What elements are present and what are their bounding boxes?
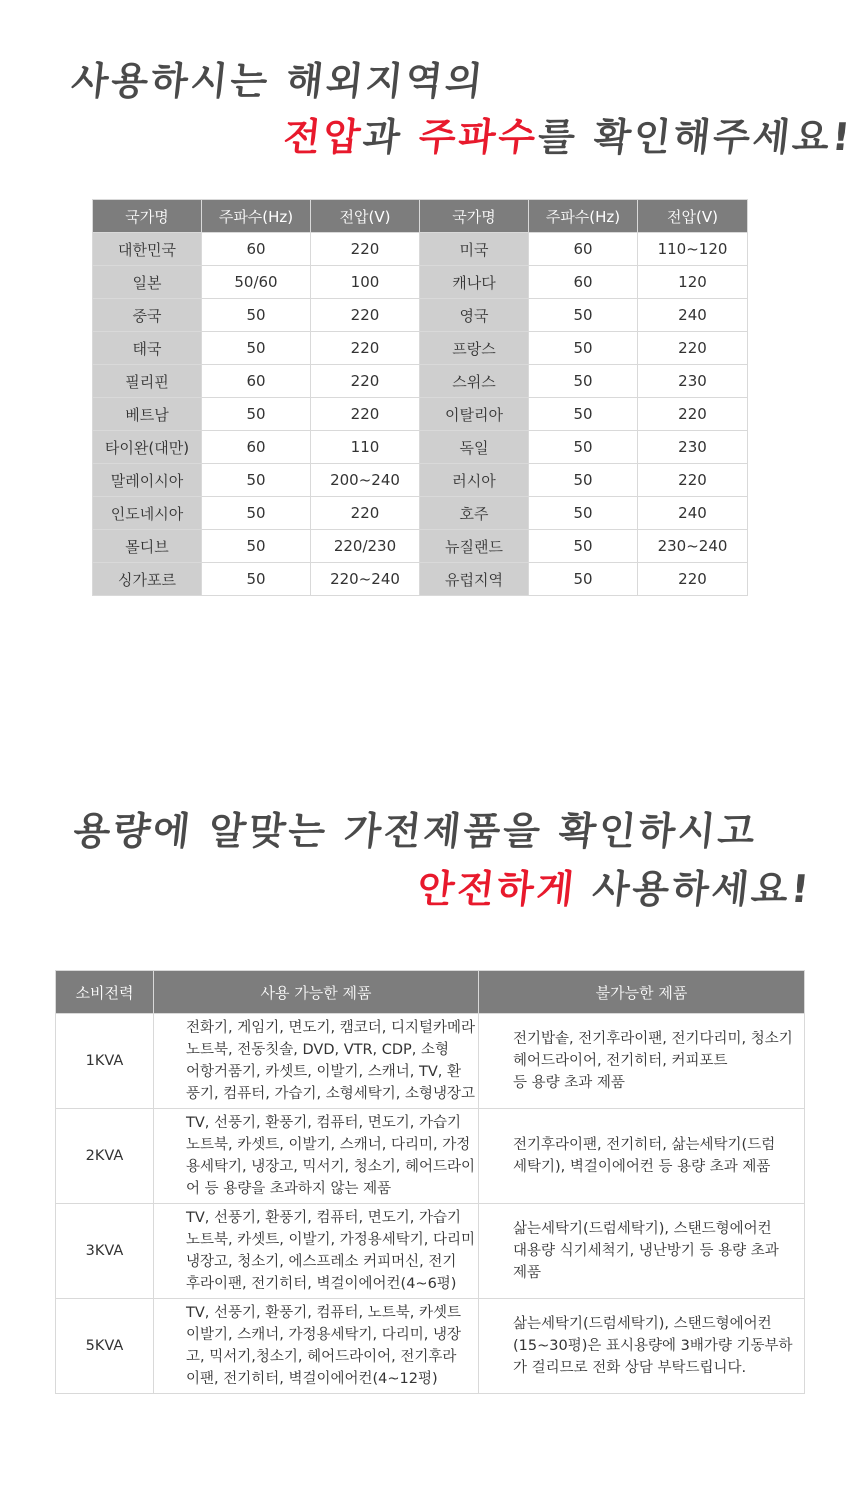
headline-2-line-1 [71,800,761,855]
frequency-cell: 50 [529,398,638,431]
frequency-cell: 50 [529,365,638,398]
headline-1-line-2 [281,106,856,161]
table-row [93,233,748,266]
voltage-cell: 220 [311,365,420,398]
voltage-cell: 220 [311,233,420,266]
headline-frequency-highlight: 주파수 [416,115,541,159]
voltage-cell: 230 [638,431,748,464]
voltage-cell: 240 [638,299,748,332]
table-row [93,464,748,497]
denied-products-line: 세탁기), 벽걸이에어컨 등 용량 초과 제품 [513,1159,771,1175]
frequency-cell: 60 [202,431,311,464]
headline-voltage-highlight: 전압 [281,115,366,159]
power-table-header-row [56,971,805,1014]
frequency-cell: 60 [202,233,311,266]
frequency-cell: 50 [529,431,638,464]
frequency-cell: 50 [529,563,638,596]
country-name-cell: 이탈리아 [420,398,529,431]
country-name-cell: 일본 [93,266,202,299]
frequency-cell: 50 [202,398,311,431]
frequency-cell: 50 [529,530,638,563]
power-header-cell: 불가능한 제품 [479,971,805,1014]
table-row [56,1014,805,1109]
frequency-cell: 50 [202,530,311,563]
frequency-cell: 50 [529,464,638,497]
power-header-cell: 소비전력 [56,971,154,1014]
country-name-cell: 대한민국 [93,233,202,266]
table-row [93,431,748,464]
allowed-products-line: 이발기, 스캐너, 가정용세탁기, 다리미, 냉장 [186,1327,461,1343]
headline-safely-highlight: 안전하게 [415,867,579,911]
voltage-cell: 200~240 [311,464,420,497]
table-row [93,299,748,332]
country-name-cell: 중국 [93,299,202,332]
headline-2-line-1-text: 용량에 알맞는 가전제품을 확인하시고 [71,809,760,853]
table-row [56,1204,805,1299]
denied-products-line: 등 용량 초과 제품 [513,1075,625,1091]
voltage-cell: 220 [638,332,748,365]
frequency-cell: 50 [529,299,638,332]
denied-products-line: 대용량 식기세척기, 냉난방기 등 용량 초과 [513,1243,779,1259]
voltage-cell: 120 [638,266,748,299]
country-name-cell: 스위스 [420,365,529,398]
voltage-cell: 230~240 [638,530,748,563]
allowed-products-line: 냉장고, 청소기, 에스프레소 커피머신, 전기 [186,1254,457,1270]
table-row [93,398,748,431]
freq-header-cell: 주파수(Hz) [529,200,638,233]
freq-header-cell: 주파수(Hz) [202,200,311,233]
frequency-cell: 50 [202,497,311,530]
freq-header-cell: 전압(V) [638,200,748,233]
allowed-products-line: 이팬, 전기히터, 벽걸이에어컨(4~12평) [186,1371,438,1387]
freq-header-cell: 국가명 [420,200,529,233]
voltage-cell: 220/230 [311,530,420,563]
allowed-products-line: 후라이팬, 전기히터, 벽걸이에어컨(4~6평) [186,1276,457,1292]
headline-1-line-1 [69,50,488,105]
voltage-cell: 240 [638,497,748,530]
country-name-cell: 타이완(대만) [93,431,202,464]
country-name-cell: 독일 [420,431,529,464]
frequency-cell: 50 [529,332,638,365]
country-name-cell: 유럽지역 [420,563,529,596]
allowed-products-cell [154,1299,479,1394]
denied-products-line: 전기후라이팬, 전기히터, 삶는세탁기(드럼 [513,1137,776,1153]
headline-1-conjunction: 과 [360,115,422,159]
freq-table-header-row [93,200,748,233]
voltage-cell: 110 [311,431,420,464]
kva-cell: 1KVA [56,1014,154,1109]
allowed-products-line: TV, 선풍기, 환풍기, 컴퓨터, 노트북, 카셋트 [186,1305,461,1321]
frequency-cell: 60 [529,233,638,266]
country-name-cell: 몰디브 [93,530,202,563]
table-row [93,563,748,596]
allowed-products-line: 어 등 용량을 초과하지 않는 제품 [186,1181,392,1197]
denied-products-line: 가 걸리므로 전화 상담 부탁드립니다. [513,1360,747,1376]
voltage-cell: 230 [638,365,748,398]
kva-cell: 2KVA [56,1109,154,1204]
country-name-cell: 호주 [420,497,529,530]
voltage-cell: 220 [311,332,420,365]
allowed-products-line: 노트북, 전동칫솔, DVD, VTR, CDP, 소형 [186,1042,450,1058]
country-name-cell: 영국 [420,299,529,332]
frequency-cell: 50 [202,464,311,497]
allowed-products-line: 노트북, 카셋트, 이발기, 스캐너, 다리미, 가정 [186,1137,471,1153]
freq-header-cell: 전압(V) [311,200,420,233]
voltage-cell: 100 [311,266,420,299]
allowed-products-line: 노트북, 카셋트, 이발기, 가정용세탁기, 다리미 [186,1232,475,1248]
freq-header-cell: 국가명 [93,200,202,233]
denied-products-cell [479,1109,805,1204]
frequency-cell: 50/60 [202,266,311,299]
frequency-cell: 50 [202,563,311,596]
country-name-cell: 베트남 [93,398,202,431]
frequency-voltage-table [92,199,748,596]
country-name-cell: 싱가포르 [93,563,202,596]
power-header-cell: 사용 가능한 제품 [154,971,479,1014]
allowed-products-line: 어항거품기, 카셋트, 이발기, 스캐너, TV, 환 [186,1064,461,1080]
power-capacity-table [55,970,805,1394]
allowed-products-line: 전화기, 게임기, 면도기, 캠코더, 디지털카메라 [186,1020,475,1036]
table-row [93,530,748,563]
frequency-cell: 60 [529,266,638,299]
frequency-cell: 50 [202,299,311,332]
denied-products-cell [479,1299,805,1394]
voltage-cell: 220~240 [311,563,420,596]
headline-1-line-1-text: 사용하시는 해외지역의 [69,59,488,103]
table-row [93,332,748,365]
kva-cell: 5KVA [56,1299,154,1394]
table-row [93,266,748,299]
country-name-cell: 말레이시아 [93,464,202,497]
voltage-cell: 220 [311,299,420,332]
country-name-cell: 프랑스 [420,332,529,365]
denied-products-line: 삶는세탁기(드럼세탁기), 스탠드형에어컨 [513,1221,772,1237]
voltage-cell: 220 [638,398,748,431]
country-name-cell: 러시아 [420,464,529,497]
allowed-products-line: TV, 선풍기, 환풍기, 컴퓨터, 면도기, 가습기 [186,1115,461,1131]
voltage-cell: 220 [311,398,420,431]
denied-products-cell [479,1014,805,1109]
denied-products-line: 삶는세탁기(드럼세탁기), 스탠드형에어컨 [513,1316,772,1332]
frequency-cell: 50 [202,332,311,365]
headline-2-ending: 사용하세요! [574,867,814,911]
allowed-products-line: 고, 믹서기,청소기, 헤어드라이어, 전기후라 [186,1349,457,1365]
voltage-cell: 220 [311,497,420,530]
country-name-cell: 태국 [93,332,202,365]
table-row [56,1109,805,1204]
voltage-cell: 110~120 [638,233,748,266]
country-name-cell: 필리핀 [93,365,202,398]
country-name-cell: 캐나다 [420,266,529,299]
country-name-cell: 인도네시아 [93,497,202,530]
allowed-products-cell [154,1014,479,1109]
frequency-cell: 60 [202,365,311,398]
allowed-products-line: 용세탁기, 냉장고, 믹서기, 청소기, 헤어드라이 [186,1159,475,1175]
allowed-products-line: TV, 선풍기, 환풍기, 컴퓨터, 면도기, 가습기 [186,1210,461,1226]
allowed-products-cell [154,1204,479,1299]
table-row [93,365,748,398]
voltage-cell: 220 [638,464,748,497]
table-row [56,1299,805,1394]
denied-products-cell [479,1204,805,1299]
allowed-products-cell [154,1109,479,1204]
headline-2-line-2 [415,858,815,913]
headline-1-ending: 를 확인해주세요! [535,115,855,159]
table-row [93,497,748,530]
denied-products-line: 헤어드라이어, 전기히터, 커피포트 [513,1053,728,1069]
country-name-cell: 미국 [420,233,529,266]
denied-products-line: 제품 [513,1265,542,1281]
denied-products-line: 전기밥솥, 전기후라이팬, 전기다리미, 청소기 [513,1031,793,1047]
voltage-cell: 220 [638,563,748,596]
frequency-cell: 50 [529,497,638,530]
country-name-cell: 뉴질랜드 [420,530,529,563]
denied-products-line: (15~30평)은 표시용량에 3배가량 기동부하 [513,1338,793,1354]
allowed-products-line: 풍기, 컴퓨터, 가습기, 소형세탁기, 소형냉장고 [186,1086,475,1102]
kva-cell: 3KVA [56,1204,154,1299]
